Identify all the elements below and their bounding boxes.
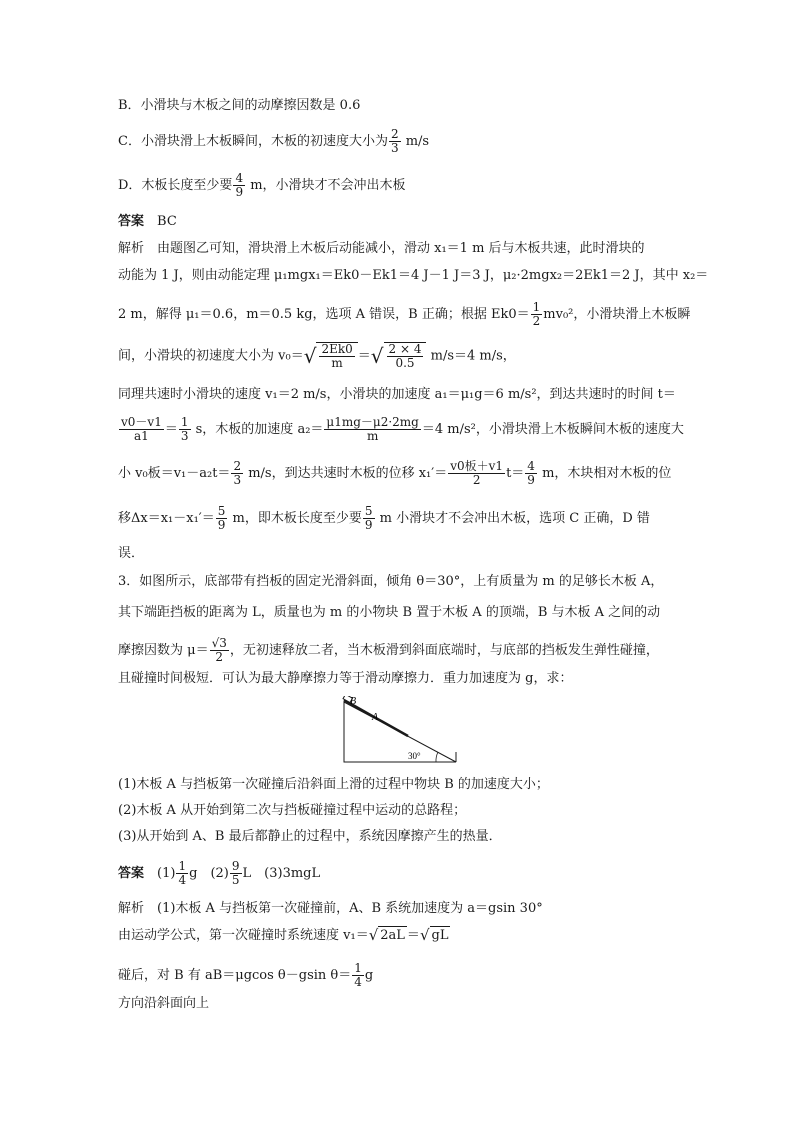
question-3-line-1: 3．如图所示，底部带有挡板的固定光滑斜面，倾角 θ＝30°，上有质量为 m 的足够长木板 A， [118,574,664,589]
label-a: A [372,712,379,723]
answer-value: BC [157,214,177,229]
fraction: $\frac{9}{5}$ [231,859,240,887]
fraction: $\frac{1}{3}$ [180,415,189,443]
solution-1-line-1: 解析 由题图乙可知，滑块滑上木板后动能减小，滑动 x₁＝1 m 后与木板共速，此时滑块的 [118,241,645,256]
solution-1-line-4: 间，小滑块的初速度大小为 v₀＝ √ $\frac{2Ek0}{m}$ ＝ √ $\frac{2 \times 4}{0.5}$ m/s＝4 m/s， [118,342,516,370]
question-3-line-3: 摩擦因数为 μ＝ $\frac{√3}{2}$ ，无初速释放二者，当木板滑到斜面底端时，与底部的挡板发生弹性碰撞， [118,636,659,664]
fraction: $\frac{1}{4}$ [178,859,187,887]
fraction: $\frac{\text{v0板＋v1}}{2}$ [450,459,504,487]
fraction: $\frac{4}{9}$ [235,171,244,199]
sqrt: √ $\frac{2Ek0}{m}$ [304,342,358,370]
incline-figure [336,696,462,766]
label-b: B [350,696,357,707]
solution-1-line-8: 移Δx＝x₁－x₁′＝ $\frac{5}{9}$ m，即木板长度至少要 $\frac{5}{9}$ m 小滑块才不会冲出木板，选项 C 正确，D 错 [118,504,650,532]
fraction: $\frac{1}{2}$ [532,300,541,328]
fraction: $\frac{√3}{2}$ [211,636,227,664]
option-b: B．小滑块与木板之间的动摩擦因数是 0.6 [118,98,361,113]
solution-1-line-9: 误． [118,546,145,561]
fraction: $\frac{5}{9}$ [364,504,373,532]
solution-1-line-3: 2 m，解得 μ₁＝0.6，m＝0.5 kg，选项 A 错误，B 正确；根据 Ek0＝ $\frac{1}{2}$ mv₀²，小滑块滑上木板瞬 [118,300,691,328]
fraction: $\frac{5}{9}$ [217,504,226,532]
solution-1-line-7: 小 v₀板＝v₁－a₂t＝ $\frac{2}{3}$ m/s，到达共速时木板的位移 x₁′＝ $\frac{\text{v0板＋v1}}{2}$ t＝ $\frac{4}{9}$ m，木块相对木板的位 [118,459,672,487]
question-3-part-2: (2)木板 A 从开始到第二次与挡板碰撞过程中运动的总路程； [118,803,467,818]
answer-label: 答案 [118,866,145,881]
answer-2: 答案 (1) $\frac{1}{4}$ g (2) $\frac{9}{5}$ L (3)3mgL [118,859,321,887]
solution-2-line-2: 由运动学公式，第一次碰撞时系统速度 v₁＝ √ 2aL ＝ √ gL [118,926,449,944]
answer-label: 答案 [118,214,145,229]
solution-2-line-3: 碰后，对 B 有 aB＝μgcos θ－gsin θ＝ $\frac{1}{4}$ g [118,961,374,989]
solution-1-line-2: 动能为 1 J，则由动能定理 μ₁mgx₁＝Ek0－Ek1＝4 J－1 J＝3 J，μ₂·2mgx₂＝2Ek1＝2 J，其中 x₂＝ [118,268,709,283]
angle-arc [436,752,438,762]
question-3-part-1: (1)木板 A 与挡板第一次碰撞后沿斜面上滑的过程中物块 B 的加速度大小； [118,777,549,792]
fraction: $\frac{1}{4}$ [354,961,362,989]
fraction: $\frac{v0-v1}{a1}$ [121,415,162,443]
fraction: $\frac{4}{9}$ [527,459,535,487]
fraction: $\frac{2}{3}$ [390,127,399,155]
question-3-line-4: 且碰撞时间极短．可认为最大静摩擦力等于滑动摩擦力．重力加速度为 g，求： [118,671,573,686]
solution-1-line-5: 同理共速时小滑块的速度 v₁＝2 m/s，小滑块的加速度 a₁＝μ₁g＝6 m/s²，到达共速时的时间 t＝ [118,387,676,402]
fraction: $\frac{2}{3}$ [233,459,242,487]
solution-1-line-6: $\frac{v0-v1}{a1}$ ＝ $\frac{1}{3}$ s，木板的加速度 a₂＝ $\frac{\mu 1mg-\mu 2\cdot 2mg}{m}$ ＝4 m/s²，小滑块滑上木板瞬间木板的速度大 [121,415,684,443]
answer-1 [118,213,177,231]
question-3-line-2: 其下端距挡板的距离为 L，质量也为 m 的小物块 B 置于木板 A 的顶端，B 与木板 A 之间的动 [118,605,661,620]
fraction: $\frac{\mu 1mg-\mu 2\cdot 2mg}{m}$ [326,415,419,443]
option-c: C．小滑块滑上木板瞬间，木板的初速度大小为 $\frac{2}{3}$ m/s [118,127,430,155]
sqrt: √ $\frac{2 \times 4}{0.5}$ [371,342,427,370]
sqrt: √ 2aL [368,926,405,944]
solution-2-line-4: 方向沿斜面向上 [118,996,210,1011]
option-d: D．木板长度至少要 $\frac{4}{9}$ m，小滑块才不会冲出木板 [118,171,406,199]
angle-label: 30° [408,751,421,761]
question-3-part-3: (3)从开始到 A、B 最后都静止的过程中，系统因摩擦产生的热量． [118,829,502,844]
solution-2-line-1: 解析 (1)木板 A 与挡板第一次碰撞前，A、B 系统加速度为 a＝gsin 30° [118,901,543,916]
sqrt: √ gL [419,926,449,944]
